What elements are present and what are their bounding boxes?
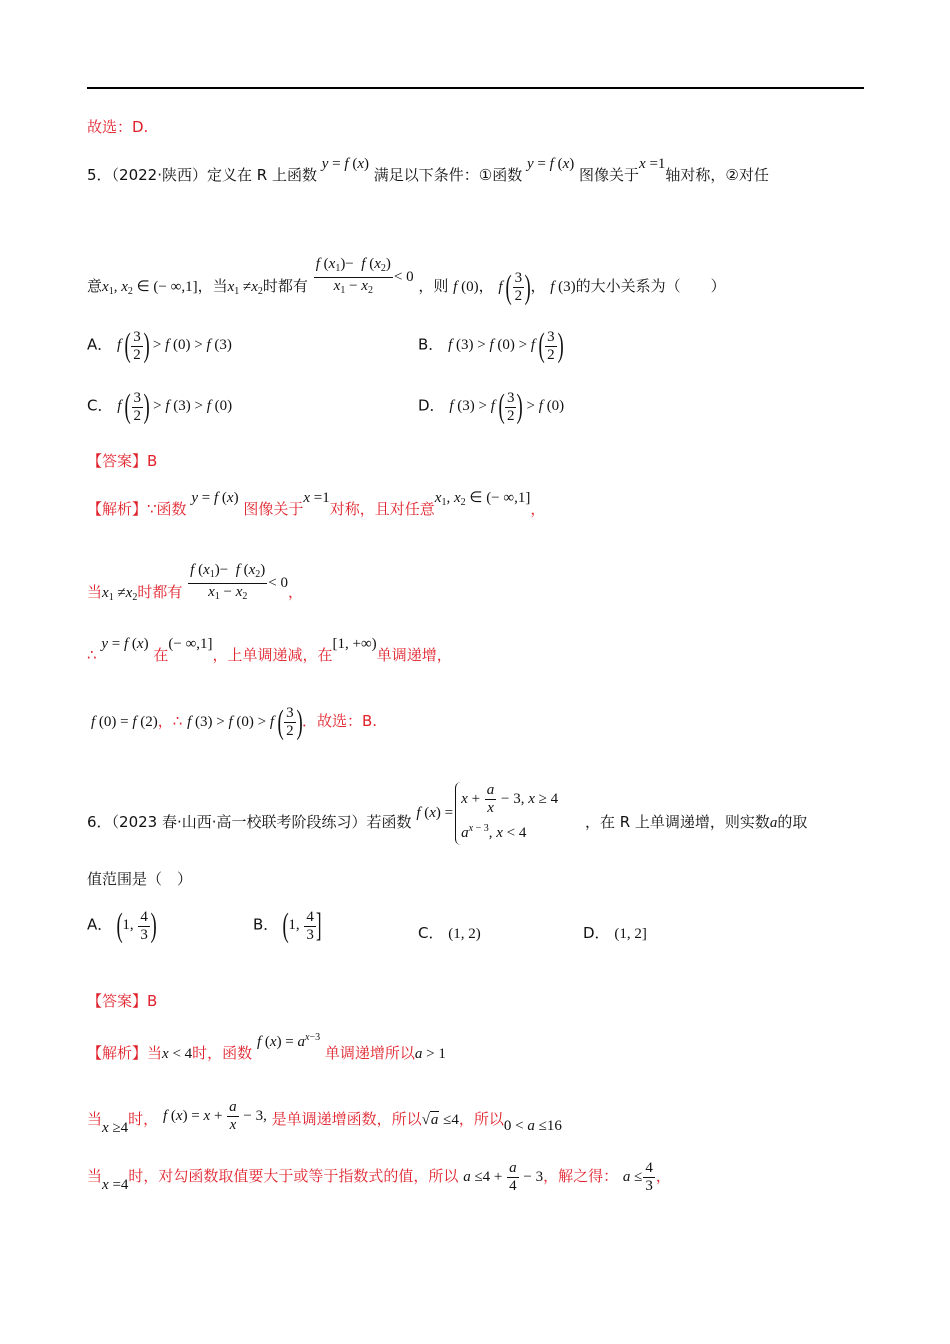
analysis-text: 在 [153, 646, 169, 664]
option-label: B． [418, 335, 444, 354]
math-y-eq-fx: y = f (x) [191, 490, 239, 506]
analysis-text: 单调递增， [376, 646, 452, 664]
option-expression: f ( $\frac{3}{2}$ ) > f (0) > f (3) [117, 327, 232, 364]
analysis-text: ， [530, 500, 546, 518]
q6-text: 若函数 [366, 812, 412, 831]
option-label: C． [418, 924, 444, 942]
math-tick-function: f (x) = x + $\frac{a}{x}$ − 3, [162, 1099, 267, 1133]
math-domain: $x_1$, $x_2$ ∈ (− ∞,1] [102, 278, 198, 297]
math-sqrt-a-le-4: √a ≤4 [421, 1111, 459, 1128]
analysis-text: ．故选：B. [301, 711, 378, 730]
analysis-text: 当 [87, 1166, 103, 1185]
q5-number: 5． [87, 166, 112, 184]
math-a-le-four-thirds: a ≤ $\frac{4}{3}$ [622, 1160, 653, 1194]
analysis-text: ， [655, 1166, 671, 1185]
analysis-label: 【解析】 [87, 500, 148, 518]
option-expression: (1, 2] [614, 926, 647, 942]
math-conclusion: f (3) > f (0) > f ( $\frac{3}{2}$ ) [187, 703, 303, 741]
math-interval-left: (− ∞,1] [168, 636, 213, 652]
q5-text: 的大小关系为（ ） [575, 276, 726, 295]
q5-option-a[interactable] [87, 327, 232, 365]
q5-text: 轴对称，②对任 [665, 166, 769, 184]
q5-analysis-line-3 [87, 636, 452, 666]
q5-text: ，则 [418, 276, 449, 295]
math-f3: f (3) [550, 278, 576, 295]
q6-answer: 【答案】B [87, 992, 158, 1010]
option-expression: f (3) > f ( $\frac{3}{2}$ ) > f (0) [449, 388, 565, 425]
analysis-text: 图像关于 [243, 500, 304, 518]
q5-option-d[interactable] [418, 388, 564, 426]
q5-line-1 [87, 156, 769, 186]
math-y-eq-fx: y = f (x) [527, 156, 575, 172]
q5-text: 意 [87, 276, 103, 295]
q6-source: （2023 春·山西·高一校联考阶段练习） [111, 812, 367, 831]
q5-analysis-line-4 [91, 705, 377, 740]
math-y-eq-fx: y = f (x) [101, 636, 149, 652]
math-f0-eq-f2: f (0) = f (2) [91, 713, 158, 730]
analysis-text: 时都有 [137, 582, 183, 601]
q5-text: ，当 [197, 276, 228, 295]
analysis-text: ∵函数 [147, 500, 187, 518]
math-exponential: f $(x) = a^{x-3}$ [256, 1032, 321, 1050]
analysis-label: 【解析】 [87, 1044, 148, 1062]
analysis-text: 当 [87, 582, 103, 601]
header-rule [87, 87, 864, 89]
math-x-lt-4: x < 4 [162, 1046, 193, 1062]
q5-option-b[interactable] [418, 327, 563, 365]
math-x-eq-1: x =1 [639, 156, 666, 172]
q5-text: 时都有 [262, 276, 308, 295]
math-range-0-16: 0 < a ≤16 [503, 1117, 562, 1134]
analysis-text: 对称，且对任意 [329, 500, 435, 518]
analysis-text: ，上单调递减，在 [212, 646, 333, 664]
q5-option-c[interactable] [87, 388, 232, 426]
q5-answer: 【答案】B [87, 452, 158, 470]
analysis-text: 时， [128, 1109, 159, 1128]
q6-analysis-line-3 [87, 1160, 671, 1195]
option-label: D． [583, 924, 610, 942]
analysis-text: 当 [87, 1109, 103, 1128]
q6-text: ，在 R 上单调递增，则实数 [584, 812, 770, 831]
q6-option-d[interactable] [583, 922, 647, 943]
q6-number: 6． [87, 812, 112, 831]
q6-analysis-line-2 [87, 1099, 562, 1138]
math-x1-neq-x2: $x_1 \ne x_2$ [227, 278, 263, 297]
analysis-text: 单调递增所以 [324, 1044, 415, 1062]
option-label: A． [87, 335, 113, 354]
analysis-text: 是单调递增函数，所以 [271, 1109, 422, 1128]
q5-source: （2022·陕西） [111, 166, 207, 184]
math-var-a: a [769, 814, 778, 831]
analysis-text: ， [288, 582, 304, 601]
option-label: D． [418, 396, 445, 415]
option-expression: (1, 2) [448, 926, 481, 942]
math-piecewise-function: f (x) = x + $\frac{a}{x}$ − 3, x ≥ 4 $a^{x - 3}$, x < 4 [416, 782, 558, 845]
math-domain: $x_1$, $x_2$ ∈ (− ∞,1] [434, 490, 531, 508]
math-inequality: a ≤4 + $\frac{a}{4}$ − 3 [463, 1160, 544, 1194]
option-label: B． [253, 915, 279, 934]
q5-analysis-line-2 [87, 562, 304, 615]
q6-option-b[interactable] [253, 907, 320, 945]
math-x-ge-4: x ≥4 [102, 1119, 129, 1136]
q6-analysis-line-1 [87, 1032, 446, 1064]
q6-text: 的取 [777, 812, 808, 831]
q6-option-c[interactable] [418, 922, 481, 943]
previous-conclusion: 故选：D. [87, 118, 149, 136]
q5-text: 图像关于 [579, 166, 640, 184]
math-f0: f (0) [453, 278, 479, 295]
analysis-text: ，所以 [458, 1109, 504, 1128]
option-expression: (1, $\frac{4}{3}$ ) [116, 907, 157, 944]
option-expression: f ( $\frac{3}{2}$ ) > f (3) > f (0) [117, 388, 233, 425]
math-x1-neq-x2: $x_1 \ne x_2$ [102, 584, 138, 603]
q6-line-1 [87, 782, 808, 855]
q5-analysis-line-1 [87, 490, 546, 525]
analysis-text: 当 [147, 1044, 163, 1062]
option-label: A． [87, 915, 113, 934]
analysis-text: 时，对勾函数取值要大于或等于指数式的值，所以 [128, 1166, 459, 1185]
math-difference-quotient: $\frac{f (x_1)- f (x_2)}{x_1 - x_2}$ < 0 [190, 562, 289, 602]
analysis-text: 时，函数 [192, 1044, 253, 1062]
q6-line-2: 值范围是（ ） [87, 870, 193, 888]
analysis-text: ∴ [87, 646, 97, 664]
analysis-text: ，∴ [157, 711, 183, 730]
math-x-eq-4: x =4 [102, 1176, 129, 1193]
math-f-three-halves: f ( $\frac{3}{2}$ ) [498, 268, 531, 306]
option-expression: (1, $\frac{4}{3}$ ] [282, 907, 322, 944]
q6-option-a[interactable] [87, 907, 156, 945]
q5-text: 满足以下条件：①函数 [373, 166, 523, 184]
q5-text: 定义在 R 上函数 [207, 166, 317, 184]
math-x-eq-1: x =1 [303, 490, 330, 506]
math-y-eq-fx: y = f (x) [321, 156, 369, 172]
q5-line-2: 意$x_1$, $x_2$ ∈ (− ∞,1]，当$x_1 \ne x_2$时都有 $\frac{f (x_1)- f (x_2)}{x_1 - x_2}$ < 0 ，则 f (0)， f ( $\frac{3}{2}$ )， f (3)的大小关系为（ ） [87, 256, 726, 306]
analysis-text: ，解之得： [543, 1166, 619, 1185]
option-label: C． [87, 396, 113, 415]
option-expression: f (3) > f (0) > f ( $\frac{3}{2}$ ) [448, 327, 564, 364]
math-interval-right: [1, +∞) [332, 636, 377, 652]
math-a-gt-1: a > 1 [414, 1046, 446, 1062]
math-difference-quotient: $\frac{f (x_1)- f (x_2)}{x_1 - x_2}$ < 0 [315, 256, 414, 296]
